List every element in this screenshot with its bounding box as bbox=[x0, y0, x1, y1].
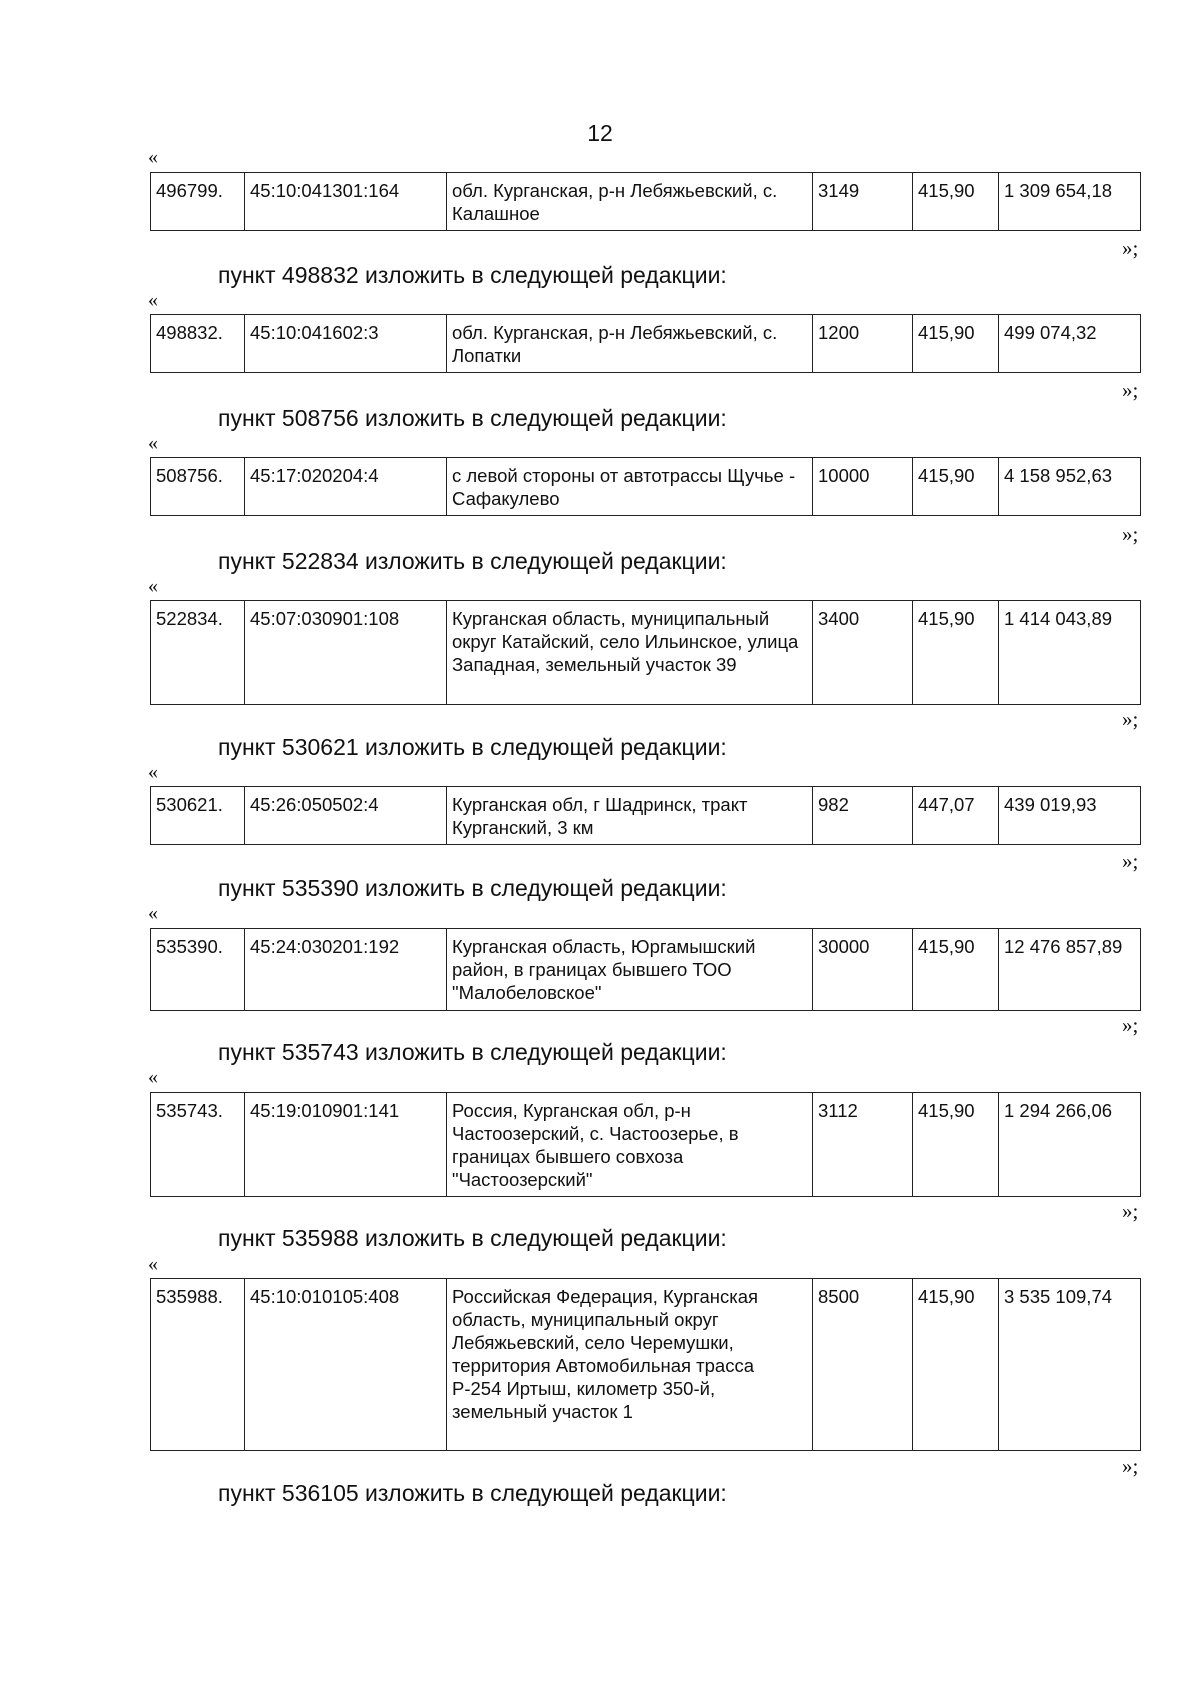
area: 3400 bbox=[813, 601, 913, 705]
area: 30000 bbox=[813, 929, 913, 1011]
cadastral-number: 45:26:050502:4 bbox=[245, 787, 447, 845]
opening-quote: « bbox=[148, 146, 158, 168]
cadastral-number: 45:10:010105:408 bbox=[245, 1279, 447, 1451]
row-number: 522834. bbox=[151, 601, 245, 705]
instruction-text: пункт 535390 изложить в следующей редакции: bbox=[218, 875, 727, 901]
closing-quote: »; bbox=[1122, 522, 1139, 546]
row-number: 508756. bbox=[151, 458, 245, 516]
row-number: 535390. bbox=[151, 929, 245, 1011]
address: обл. Курганская, р-н Лебяжьевский, с. Лопатки bbox=[447, 315, 813, 373]
opening-quote: « bbox=[148, 1253, 158, 1275]
area: 3149 bbox=[813, 173, 913, 231]
area: 10000 bbox=[813, 458, 913, 516]
area: 8500 bbox=[813, 1279, 913, 1451]
cadastral-number: 45:17:020204:4 bbox=[245, 458, 447, 516]
opening-quote: « bbox=[148, 289, 158, 311]
instruction-text: пункт 530621 изложить в следующей редакции: bbox=[218, 734, 727, 760]
address: Курганская обл, г Шадринск, тракт Курганский, 3 км bbox=[447, 787, 813, 845]
rate: 415,90 bbox=[913, 315, 999, 373]
page-number: 12 bbox=[587, 120, 613, 146]
instruction-text: пункт 535743 изложить в следующей редакции: bbox=[218, 1039, 727, 1065]
row-number: 535988. bbox=[151, 1279, 245, 1451]
table-row bbox=[150, 928, 1141, 1011]
area: 982 bbox=[813, 787, 913, 845]
row-number: 530621. bbox=[151, 787, 245, 845]
address: обл. Курганская, р-н Лебяжьевский, с. Калашное bbox=[447, 173, 813, 231]
opening-quote: « bbox=[148, 575, 158, 597]
cadastral-number: 45:24:030201:192 bbox=[245, 929, 447, 1011]
cadastral-value: 1 294 266,06 bbox=[999, 1093, 1141, 1197]
closing-quote: »; bbox=[1122, 1199, 1139, 1223]
rate: 415,90 bbox=[913, 929, 999, 1011]
closing-quote: »; bbox=[1122, 849, 1139, 873]
rate: 415,90 bbox=[913, 1093, 999, 1197]
closing-quote: »; bbox=[1122, 378, 1139, 402]
opening-quote: « bbox=[148, 432, 158, 454]
address: Курганская область, Юргамышский район, в границах бывшего ТОО "Малобеловское" bbox=[447, 929, 813, 1011]
opening-quote: « bbox=[148, 1066, 158, 1088]
cadastral-number: 45:10:041602:3 bbox=[245, 315, 447, 373]
instruction-text: пункт 508756 изложить в следующей редакции: bbox=[218, 405, 727, 431]
opening-quote: « bbox=[148, 902, 158, 924]
address: Россия, Курганская обл, р-н Частоозерский, с. Частоозерье, в границах бывшего совхоза "Частоозерский" bbox=[447, 1093, 813, 1197]
cadastral-value: 1 309 654,18 bbox=[999, 173, 1141, 231]
table-row bbox=[150, 314, 1141, 373]
rate: 415,90 bbox=[913, 458, 999, 516]
table-row bbox=[150, 1278, 1141, 1451]
row-number: 498832. bbox=[151, 315, 245, 373]
address: с левой стороны от автотрассы Щучье - Сафакулево bbox=[447, 458, 813, 516]
rate: 415,90 bbox=[913, 173, 999, 231]
area: 3112 bbox=[813, 1093, 913, 1197]
cadastral-value: 3 535 109,74 bbox=[999, 1279, 1141, 1451]
row-number: 496799. bbox=[151, 173, 245, 231]
table-row bbox=[150, 457, 1141, 516]
closing-quote: »; bbox=[1122, 1454, 1139, 1478]
address: Курганская область, муниципальный округ Катайский, село Ильинское, улица Западная, земельный участок 39 bbox=[447, 601, 813, 705]
cadastral-value: 439 019,93 bbox=[999, 787, 1141, 845]
closing-quote: »; bbox=[1122, 707, 1139, 731]
table-row bbox=[150, 786, 1141, 845]
cadastral-value: 1 414 043,89 bbox=[999, 601, 1141, 705]
table-row bbox=[150, 1092, 1141, 1197]
closing-quote: »; bbox=[1122, 1013, 1139, 1037]
rate: 447,07 bbox=[913, 787, 999, 845]
table-row bbox=[150, 600, 1141, 705]
cadastral-number: 45:19:010901:141 bbox=[245, 1093, 447, 1197]
area: 1200 bbox=[813, 315, 913, 373]
cadastral-value: 499 074,32 bbox=[999, 315, 1141, 373]
rate: 415,90 bbox=[913, 601, 999, 705]
cadastral-value: 12 476 857,89 bbox=[999, 929, 1141, 1011]
table-row bbox=[150, 172, 1141, 231]
address: Российская Федерация, Курганская область, муниципальный округ Лебяжьевский, село Черемушки, территория Автомобильная трасса Р-254 Иртыш, километр 350-й, земельный участок 1 bbox=[447, 1279, 813, 1451]
cadastral-number: 45:10:041301:164 bbox=[245, 173, 447, 231]
cadastral-number: 45:07:030901:108 bbox=[245, 601, 447, 705]
instruction-text: пункт 498832 изложить в следующей редакции: bbox=[218, 262, 727, 288]
opening-quote: « bbox=[148, 761, 158, 783]
cadastral-value: 4 158 952,63 bbox=[999, 458, 1141, 516]
instruction-text: пункт 535988 изложить в следующей редакции: bbox=[218, 1225, 727, 1251]
rate: 415,90 bbox=[913, 1279, 999, 1451]
row-number: 535743. bbox=[151, 1093, 245, 1197]
closing-quote: »; bbox=[1122, 236, 1139, 260]
instruction-text: пункт 536105 изложить в следующей редакции: bbox=[218, 1480, 727, 1506]
instruction-text: пункт 522834 изложить в следующей редакции: bbox=[218, 548, 727, 574]
